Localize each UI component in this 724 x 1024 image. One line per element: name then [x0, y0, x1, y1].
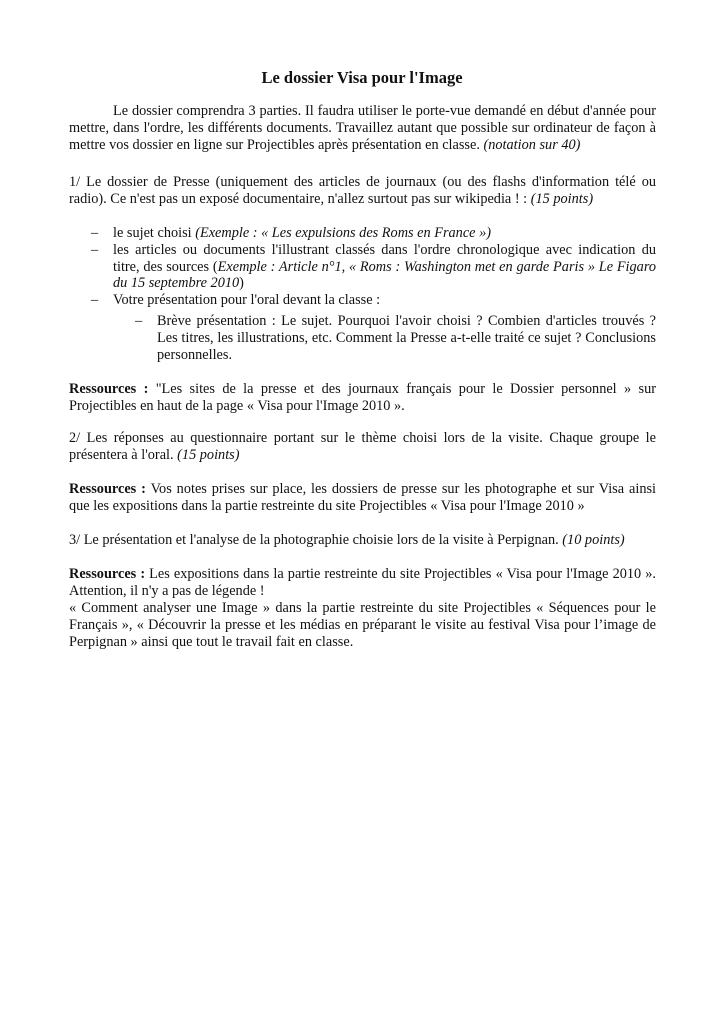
part3-text: 3/ Le présentation et l'analyse de la photographie choisie lors de la visite à Perpignan. — [69, 532, 563, 548]
list-item-example: Exemple : Article n°1, « Roms : Washington met en garde Paris » Le Figaro du 15 septembre 2010 — [113, 258, 657, 292]
part3-resources-continued — [69, 600, 656, 650]
part2-text: 2/ Les réponses au questionnaire portant sur le thème choisi lors de la visite. Chaque groupe le présentera à l'oral. — [69, 430, 656, 463]
document-title: Le dossier Visa pour l'Image — [261, 68, 463, 87]
dash-bullet: – — [91, 292, 99, 309]
list-item-text: le sujet choisi — [113, 225, 196, 241]
dash-bullet: – — [135, 313, 143, 329]
part3-resources — [69, 566, 656, 600]
intro-grading-note: (notation sur 40) — [483, 136, 581, 153]
resources-label: Ressources : — [69, 566, 146, 582]
intro-text: Le dossier comprendra 3 parties. Il faudra utiliser le porte-vue demandé en début d'année pour mettre, dans l'ordre, les différents documents. Travaillez autant que possible sur ordinateur de façon à mettre vos dossier en ligne sur Projectibles après présentation en classe. — [69, 103, 656, 153]
part1-points: (15 points) — [530, 190, 594, 207]
part1-resources — [69, 381, 656, 415]
list-item — [69, 225, 656, 242]
list-item-example: (Exemple : « Les expulsions des Roms en France ») — [195, 225, 491, 241]
resources-text: Les expositions dans la partie restreinte du site Projectibles « Visa pour l'Image 2010 ». Attention, il n'y a pas de légende ! — [69, 566, 657, 599]
resources-label: Ressources : — [69, 481, 146, 497]
dash-bullet: – — [91, 225, 99, 241]
part2-resources — [69, 481, 656, 515]
list-item-close: ) — [239, 275, 244, 292]
part3-points: (10 points) — [562, 532, 625, 548]
list-item — [69, 292, 656, 309]
part1-text: 1/ Le dossier de Presse (uniquement des articles de journaux (ou des flashs d'information télé ou radio). Ce n'est pas un exposé documentaire, n'allez surtout pas sur wikipedia ! : — [69, 174, 656, 207]
part1-sublist — [69, 313, 656, 363]
part1-list — [69, 225, 656, 309]
part2-points: (15 points) — [177, 446, 240, 463]
intro-paragraph — [69, 103, 656, 153]
resources-label: Ressources : — [69, 381, 149, 397]
resources-text: "Les sites de la presse et des journaux français pour le Dossier personnel » sur Projectibles en haut de la page « Visa pour l'Image 2010 ». — [69, 381, 656, 414]
sublist-item-text: Brève présentation : Le sujet. Pourquoi l'avoir choisi ? Combien d'articles trouvés ? Les titres, les illustrations, etc. Comment la Presse a-t-elle traité ce sujet ? Conclusions personnelles. — [157, 313, 656, 363]
part1-paragraph — [69, 174, 656, 208]
dash-bullet: – — [91, 241, 99, 258]
resources-text: « Comment analyser une Image » dans la partie restreinte du site Projectibles « Séquences pour le Français », « Découvrir la presse et les médias en préparant le visite au festival Visa pour l’image de Perpignan » ainsi que tout le travail fait en classe. — [69, 600, 656, 650]
part2-paragraph — [69, 430, 656, 464]
sublist-item — [69, 313, 656, 363]
list-item-text: les articles ou documents l'illustrant classés dans l'ordre chronologique avec indication du titre, des sources ( — [113, 241, 656, 275]
list-item — [69, 242, 656, 292]
part3-paragraph — [69, 532, 656, 549]
list-item-text: Votre présentation pour l'oral devant la classe : — [113, 292, 381, 309]
resources-text: Vos notes prises sur place, les dossiers de presse sur les photographe et sur Visa ainsi que les expositions dans la partie restreinte du site Projectibles « Visa pour l'Image 2010 » — [69, 481, 657, 514]
